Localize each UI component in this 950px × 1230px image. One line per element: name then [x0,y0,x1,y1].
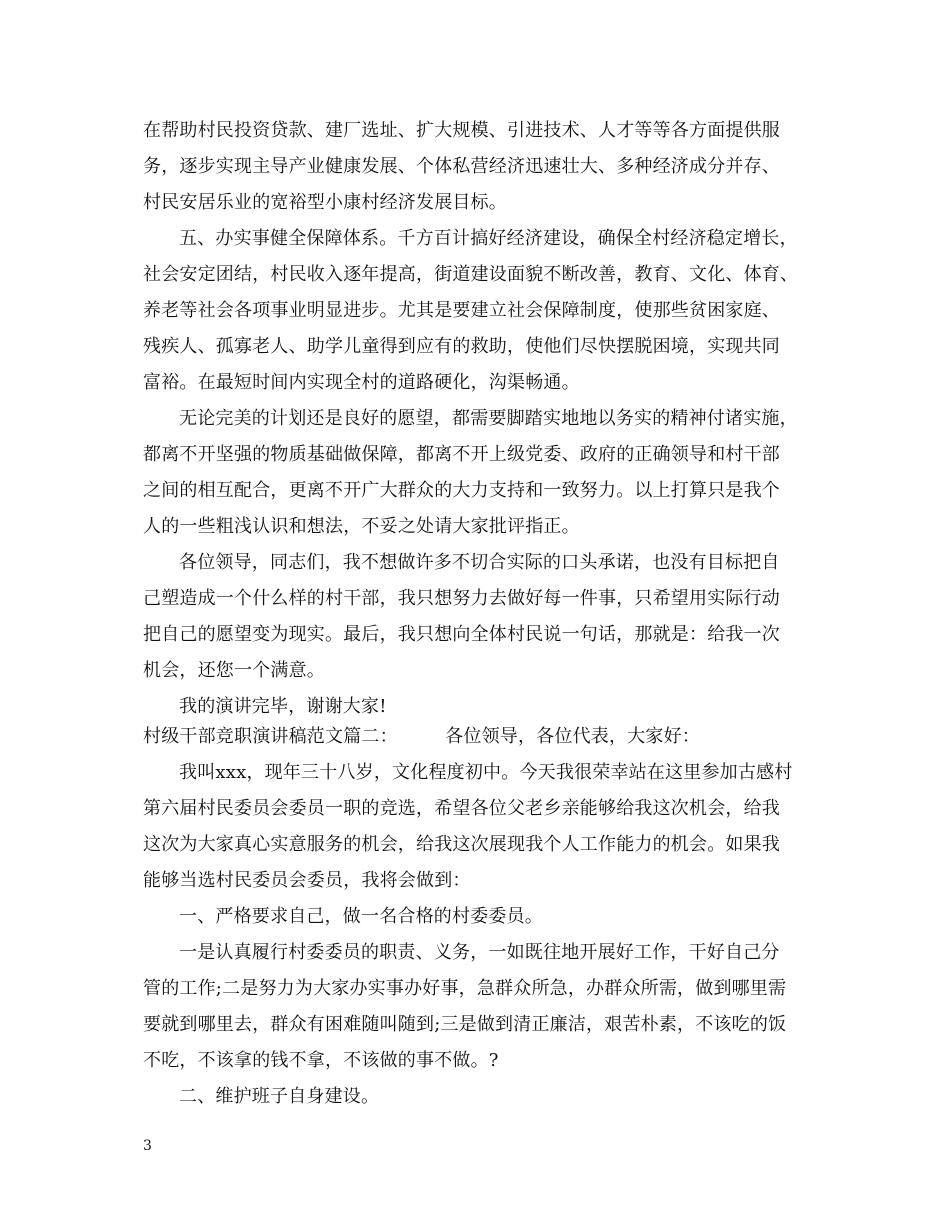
list-heading-line: 一、严格要求自己，做一名合格的村委委员。 [179,906,543,927]
body-text-line: 不吃，不该拿的钱不拿，不该做的事不做。? [143,1050,499,1071]
body-text-line: 机会，还您一个满意。 [143,660,325,681]
body-text-line: 能够当选村民委员会委员，我将会做到： [143,870,471,891]
body-text-line: 务，逐步实现主导产业健康发展、个体私营经济迅速壮大、多种经济成分并存、 [143,156,780,177]
body-text-line: 人的一些粗浅认识和想法，不妥之处请大家批评指正。 [143,516,580,537]
paragraph-first-line: 无论完美的计划还是良好的愿望，都需要脚踏实地地以务实的精神付诸实施， [179,408,798,429]
body-text-line: 之间的相互配合，更离不开广大群众的大力支持和一致努力。以上打算只是我个 [143,480,780,501]
paragraph-first-line: 一是认真履行村委委员的职责、义务，一如既往地开展好工作，干好自己分 [179,942,780,963]
paragraph-first-line: 五、办实事健全保障体系。千方百计搞好经济建设，确保全村经济稳定增长， [179,228,798,249]
body-text-line: 村民安居乐业的宽裕型小康村经济发展目标。 [143,192,507,213]
closing-line: 我的演讲完毕，谢谢大家! [179,696,387,717]
paragraph-first-line: 各位领导，同志们，我不想做许多不切合实际的口头承诺，也没有目标把自 [179,552,780,573]
body-text-line: 己塑造成一个什么样的村干部，我只想努力去做好每一件事，只希望用实际行动 [143,588,780,609]
list-heading-line: 二、维护班子自身建设。 [179,1086,380,1107]
body-text-line: 富裕。在最短时间内实现全村的道路硬化，沟渠畅通。 [143,372,580,393]
page-number: 3 [143,1138,152,1154]
body-text-line: 都离不开坚强的物质基础做保障，都离不开上级党委、政府的正确领导和村干部 [143,444,780,465]
body-text-line: 要就到哪里去，群众有困难随叫随到;三是做到清正廉洁，艰苦朴素，不该吃的饭 [143,1014,787,1035]
body-text-line: 社会安定团结，村民收入逐年提高，街道建设面貌不断改善，教育、文化、体育、 [143,264,799,285]
body-text-line: 把自己的愿望变为现实。最后，我只想向全体村民说一句话，那就是：给我一次 [143,624,780,645]
body-text-line: 这次为大家真心实意服务的机会，给我这次展现我个人工作能力的机会。如果我 [143,834,780,855]
section-heading-line: 村级干部竞职演讲稿范文篇二： 各位领导，各位代表，大家好： [143,726,700,747]
body-text-line: 在帮助村民投资贷款、建厂选址、扩大规模、引进技术、人才等等各方面提供服 [143,120,780,141]
body-text-line: 养老等社会各项事业明显进步。尤其是要建立社会保障制度，使那些贫困家庭、 [143,300,780,321]
body-text-line: 第六届村民委员会委员一职的竞选，希望各位父老乡亲能够给我这次机会，给我 [143,798,780,819]
body-text-line: 残疾人、孤寡老人、助学儿童得到应有的救助，使他们尽快摆脱困境，实现共同 [143,336,780,357]
paragraph-first-line: 我叫xxx，现年三十八岁，文化程度初中。今天我很荣幸站在这里参加古感村 [179,762,793,783]
body-text-line: 管的工作;二是努力为大家办实事办好事，急群众所急，办群众所需，做到哪里需 [143,978,787,999]
